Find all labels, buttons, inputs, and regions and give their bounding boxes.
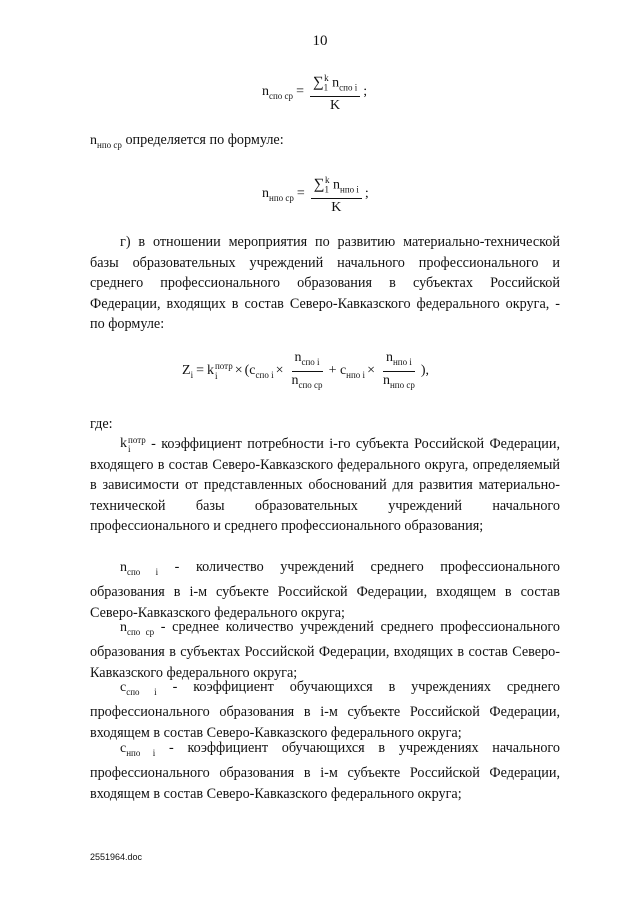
c-npo-i: + $c_{нпо i}$ (328, 362, 366, 380)
formula-end: ; (363, 84, 368, 100)
formula-lhs: $Z_i$ (182, 362, 194, 380)
formula-end: ; (364, 186, 369, 202)
formula-n-spo-sr (262, 70, 367, 114)
times-sign: × (367, 363, 375, 379)
denominator: K (330, 98, 341, 114)
definition-c-spo-i: $c_{спо i}$ - коэффициент обучающихся в учреждениях среднего профессионального образования в i-м субъекте Российской Федерации, входящем в состав Северо-Кавказского федерального округа; (90, 679, 561, 741)
formula-n-npo-sr (262, 172, 369, 216)
formula-lhs: $n_{спо ср}$ (262, 83, 294, 101)
intro-npo-sr: $n_{нпо ср}$ определяется по формуле: (90, 132, 284, 150)
paragraph-g: г) в отношении мероприятия по развитию материально-технической базы образовательных учреждений начального профессионального и среднего профессионального образования в субъектах Российской Федерации, входящих в состав Северо-Кавказского федерального округа, - по формуле: (90, 234, 560, 332)
numerator: $n_{нпо i}$ (383, 350, 415, 372)
fraction-spo (289, 350, 326, 393)
numerator: $n_{спо i}$ (292, 350, 323, 372)
equals-sign: = (196, 363, 204, 379)
formula-lhs: $n_{нпо ср}$ (262, 185, 294, 203)
k-potr: k потр i (206, 361, 233, 382)
times-sign: × (234, 363, 243, 379)
definition-c-npo-i: $c_{нпо i}$ - коэффициент обучающихся в учреждениях начального профессионального образования в i-м субъекте Российской Федерации, входящем в состав Северо-Кавказского федерального округа; (90, 740, 560, 802)
formula-end: ), (420, 363, 430, 379)
denominator: $n_{спо ср}$ (291, 372, 323, 390)
sum-sign: ∑ (313, 176, 325, 193)
where-label: где: (90, 416, 113, 432)
formula-z-i (182, 350, 429, 393)
denominator: K (331, 200, 342, 216)
numerator: $\sum_1^k$ $n_{нпо i}$ (311, 172, 362, 199)
c-spo-i: ($c_{спо i}$ (244, 362, 274, 380)
equals-sign: = (296, 186, 305, 202)
page-number: 10 (312, 33, 328, 49)
file-name-footer: 2551964.doc (90, 852, 143, 862)
denominator: $n_{нпо ср}$ (382, 372, 415, 390)
sum-sign: ∑ (312, 74, 324, 91)
fraction (310, 70, 360, 114)
definition-k-potr: k потр i - коэффициент потребности i-го субъекта Российской Федерации, входящего в состав Северо-Кавказского федерального округа, определяемый в зависимости от представленных обоснований для развития материально-технической базы образовательных учреждений начального профессионального и среднего профессионального образования; (90, 434, 560, 535)
equals-sign: = (296, 84, 304, 100)
definition-n-spo-i: $n_{спо i}$ - количество учреждений среднего профессионального образования в i-м субъекте Российской Федерации, входящем в состав Северо-Кавказского федерального округа; (90, 559, 560, 621)
numerator: $\sum_1^k$ $n_{спо i}$ (310, 70, 360, 97)
fraction (311, 172, 362, 216)
definition-n-spo-sr: $n_{спо ср}$ - среднее количество учреждений среднего профессионального образования в субъектах Российской Федерации, входящих в состав Северо-Кавказского федерального округа; (90, 619, 560, 681)
fraction-npo (380, 350, 418, 393)
times-sign: × (275, 363, 284, 379)
